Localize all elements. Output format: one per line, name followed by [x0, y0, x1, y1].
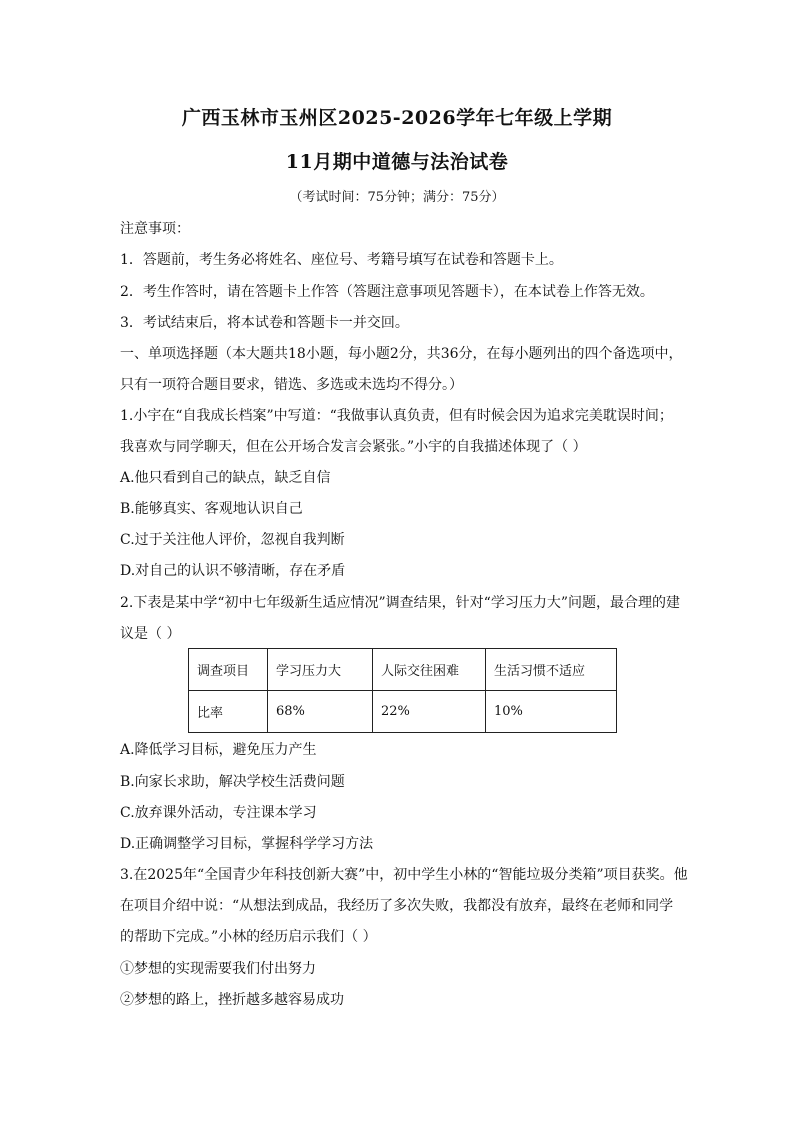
table-header-cell: 人际交往困难 — [373, 649, 486, 691]
note-item: 3．考试结束后，将本试卷和答题卡一并交回。 — [120, 315, 409, 331]
exam-title-line2: 11月期中道德与法治试卷 — [285, 151, 509, 173]
table-header-cell: 生活习惯不适应 — [486, 649, 617, 691]
statement-item: ②梦想的路上，挫折越多越容易成功 — [120, 992, 344, 1008]
question-stem: 我喜欢与同学聊天，但在公开场合发言会紧张。”小宇的自我描述体现了（ ） — [120, 439, 587, 455]
exam-title-line1: 广西玉林市玉州区2025-2026学年七年级上学期 — [181, 107, 613, 129]
option-c: C.放弃课外活动，专注课本学习 — [120, 805, 317, 821]
question-stem: 3.在2025年“全国青少年科技创新大赛”中，初中学生小林的“智能垃圾分类箱”项目获奖。他 — [120, 867, 688, 883]
option-b: B.能够真实、客观地认识自己 — [120, 501, 303, 517]
question-stem: 1.小宇在“自我成长档案”中写道：“我做事认真负责，但有时候会因为追求完美耽误时间； — [120, 408, 673, 424]
option-a: A.降低学习目标，避免压力产生 — [120, 742, 317, 758]
notes-heading: 注意事项： — [120, 221, 190, 237]
question-stem: 在项目介绍中说：“从想法到成品，我经历了多次失败，我都没有放弃，最终在老师和同学 — [120, 898, 674, 914]
table-header-cell: 学习压力大 — [268, 649, 373, 691]
option-c: C.过于关注他人评价，忽视自我判断 — [120, 532, 345, 548]
option-d: D.正确调整学习目标，掌握科学学习方法 — [120, 836, 374, 852]
option-a: A.他只看到自己的缺点，缺乏自信 — [120, 470, 331, 486]
table-header-cell: 调查项目 — [189, 649, 268, 691]
survey-table — [188, 648, 617, 733]
table-header-row — [189, 649, 617, 691]
option-d: D.对自己的认识不够清晰，存在矛盾 — [120, 563, 346, 579]
table-cell: 68% — [268, 691, 373, 733]
exam-info: （考试时间：75分钟；满分：75分） — [289, 190, 505, 205]
statement-item: ①梦想的实现需要我们付出努力 — [120, 961, 316, 977]
table-cell: 比率 — [189, 691, 268, 733]
table-cell: 10% — [486, 691, 617, 733]
note-item: 1．答题前，考生务必将姓名、座位号、考籍号填写在试卷和答题卡上。 — [120, 252, 563, 268]
question-stem: 议是（ ） — [120, 626, 181, 642]
question-stem: 2.下表是某中学“初中七年级新生适应情况”调查结果，针对“学习压力大”问题，最合理的建 — [120, 595, 680, 611]
question-stem: 的帮助下完成。”小林的经历启示我们（ ） — [120, 929, 377, 945]
section-instruction: 一、单项选择题（本大题共18小题，每小题2分，共36分，在每小题列出的四个备选项中， — [120, 346, 683, 362]
option-b: B.向家长求助，解决学校生活费问题 — [120, 774, 345, 790]
table-cell: 22% — [373, 691, 486, 733]
table-row — [189, 691, 617, 733]
section-instruction: 只有一项符合题目要求，错选、多选或未选均不得分。） — [120, 377, 463, 393]
note-item: 2．考生作答时，请在答题卡上作答（答题注意事项见答题卡），在本试卷上作答无效。 — [120, 284, 654, 300]
